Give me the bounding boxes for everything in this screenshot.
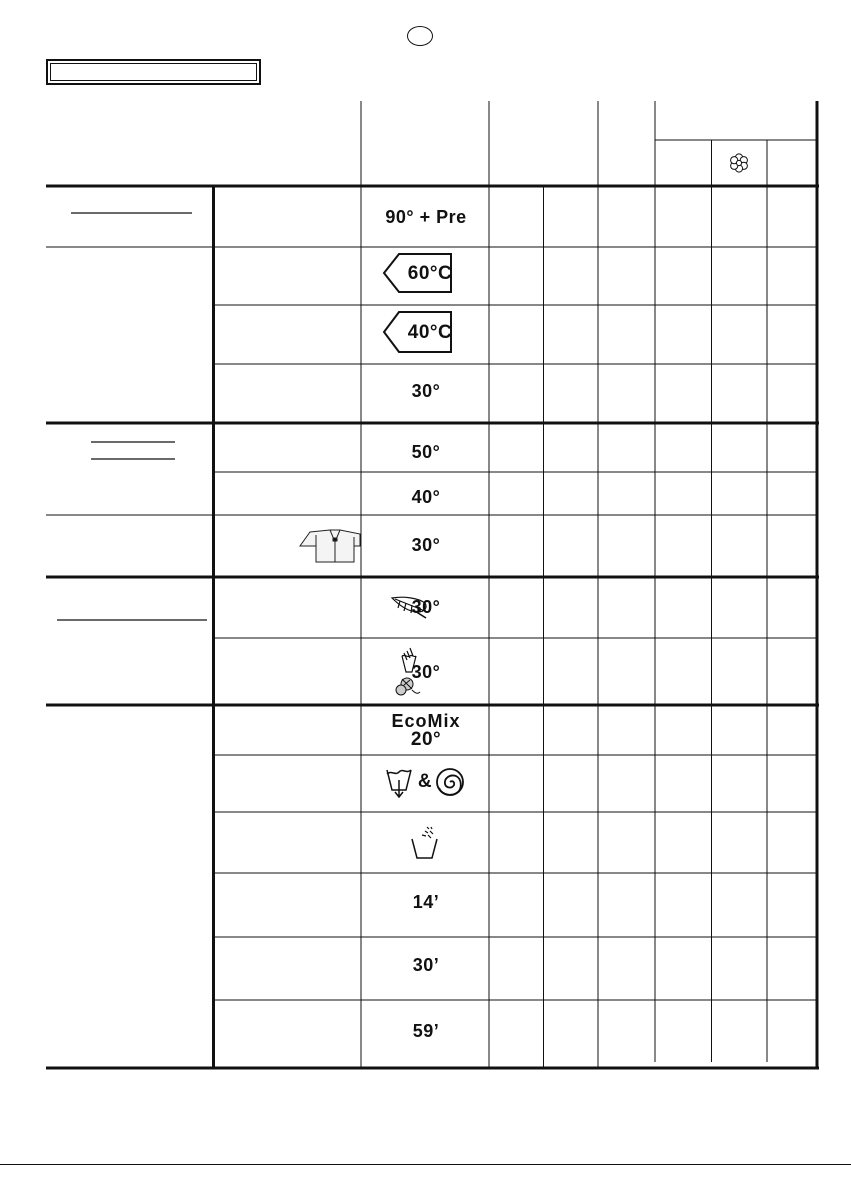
footer-rule [0, 1164, 851, 1165]
programme-label: 59’ [412, 1021, 440, 1041]
shirt-icon [300, 530, 360, 562]
programme-label: 90° + Pre [385, 207, 467, 227]
programme-label: 40° [411, 487, 441, 507]
programme-label: 30’ [412, 955, 440, 975]
programme-label: 30° [411, 597, 441, 617]
programme-label: 14’ [412, 892, 440, 912]
programme-label: 50° [411, 442, 441, 462]
programme-label: EcoMix [391, 711, 461, 731]
programme-label: 60°C [407, 263, 453, 284]
rinse-icon [412, 827, 437, 858]
flower-icon [731, 154, 748, 172]
programme-label: 20° [410, 729, 442, 750]
programme-label: 30° [411, 381, 441, 401]
programme-label: 30° [411, 535, 441, 555]
programme-label: 40°C [407, 322, 453, 343]
programme-label: & [417, 771, 433, 792]
programme-label: 30° [411, 662, 441, 682]
